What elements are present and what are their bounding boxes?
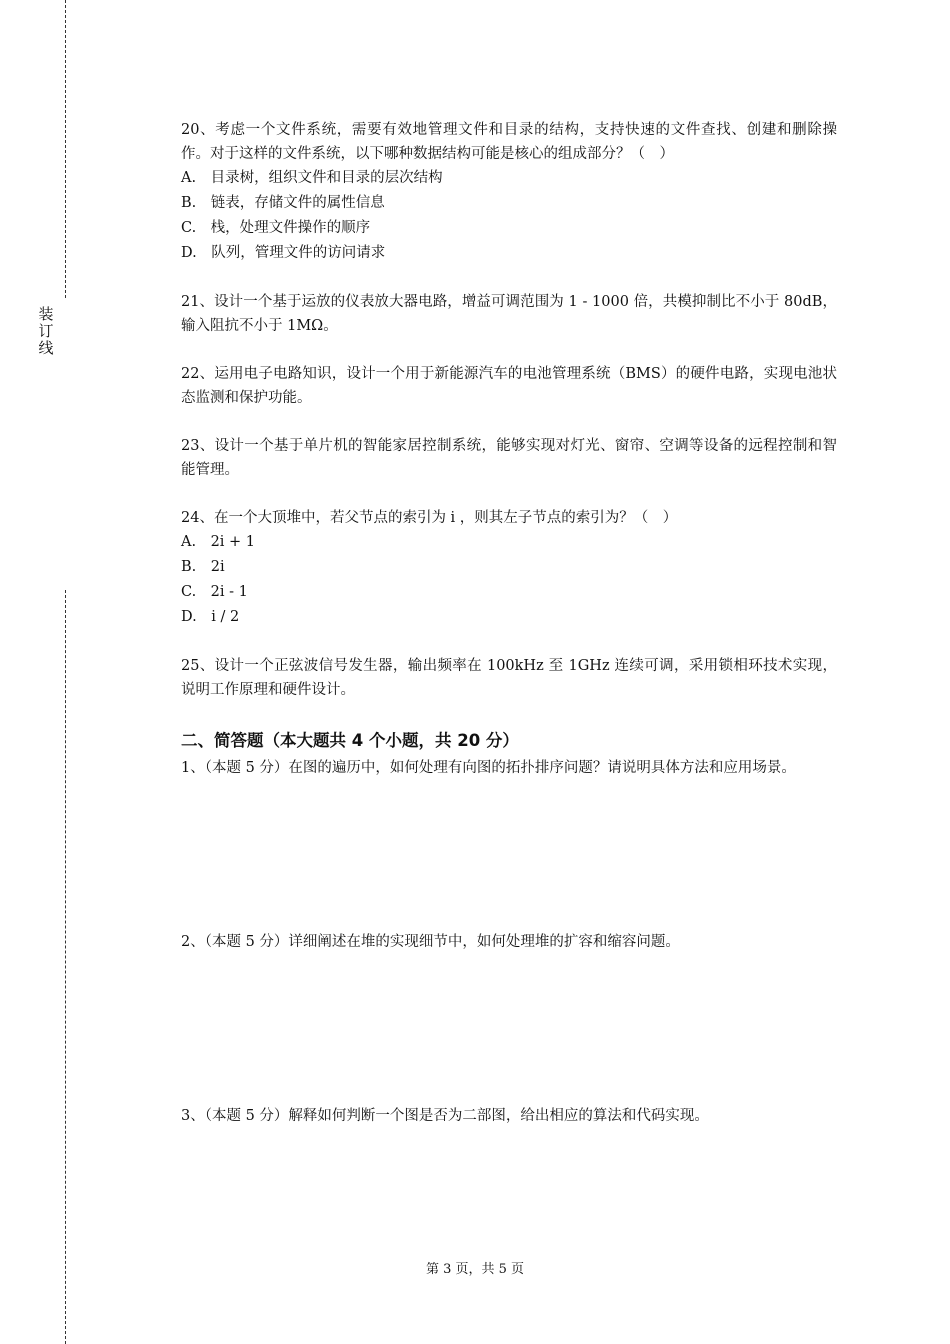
- short-answer-2: [181, 930, 837, 954]
- short-answer-text: 3、（本题 5 分）解释如何判断一个图是否为二部图，给出相应的算法和代码实现。: [181, 1108, 709, 1124]
- question-text: 20、考虑一个文件系统，需要有效地管理文件和目录的结构，支持快速的文件查找、创建和删除操作。对于这样的文件系统，以下哪种数据结构可能是核心的组成部分？（ ）: [181, 122, 837, 162]
- answer-space: [181, 780, 837, 930]
- question-text: 23、设计一个基于单片机的智能家居控制系统，能够实现对灯光、窗帘、空调等设备的远程控制和智能管理。: [181, 438, 837, 478]
- option-a: A. 目录树，组织文件和目录的层次结构: [181, 170, 443, 186]
- option-b: B. 2i: [181, 559, 225, 575]
- option-a: A. 2i + 1: [181, 534, 256, 550]
- binding-char: 装: [38, 305, 54, 323]
- question-25: [181, 654, 837, 702]
- short-answer-1: [181, 756, 837, 780]
- question-24: [181, 506, 837, 630]
- option-b: B. 链表，存储文件的属性信息: [181, 195, 385, 211]
- short-answer-3: [181, 1104, 837, 1128]
- binding-line-bottom: [65, 590, 66, 1344]
- binding-label: [38, 306, 54, 357]
- question-text: 24、在一个大顶堆中，若父节点的索引为 i ，则其左子节点的索引为？（ ）: [181, 510, 678, 526]
- option-d: D. 队列，管理文件的访问请求: [181, 245, 386, 261]
- option-c: C. 栈，处理文件操作的顺序: [181, 220, 371, 236]
- answer-space: [181, 954, 837, 1104]
- question-21: [181, 290, 837, 338]
- binding-line-top: [65, 0, 66, 298]
- short-answer-text: 1、（本题 5 分）在图的遍历中，如何处理有向图的拓扑排序问题？请说明具体方法和应用场景。: [181, 760, 796, 776]
- question-22: [181, 362, 837, 410]
- option-c: C. 2i - 1: [181, 584, 248, 600]
- question-23: [181, 434, 837, 482]
- option-d: D. i / 2: [181, 609, 240, 625]
- exam-content: [181, 118, 837, 1128]
- question-text: 25、设计一个正弦波信号发生器，输出频率在 100kHz 至 1GHz 连续可调，采用锁相环技术实现，说明工作原理和硬件设计。: [181, 658, 837, 698]
- section-title: 二、简答题（本大题共 4 个小题，共 20 分）: [181, 731, 519, 750]
- page-footer: 第 3 页，共 5 页: [425, 1262, 525, 1277]
- question-text: 21、设计一个基于运放的仪表放大器电路，增益可调范围为 1 - 1000 倍，共模抑制比不小于 80dB，输入阻抗不小于 1MΩ。: [181, 294, 837, 334]
- short-answer-text: 2、（本题 5 分）详细阐述在堆的实现细节中，如何处理堆的扩容和缩容问题。: [181, 934, 680, 950]
- option-list: [181, 166, 837, 266]
- binding-char: 线: [38, 339, 54, 357]
- option-list: [181, 530, 837, 630]
- question-text: 22、运用电子电路知识，设计一个用于新能源汽车的电池管理系统（BMS）的硬件电路，实现电池状态监测和保护功能。: [181, 366, 837, 406]
- binding-char: 订: [38, 322, 54, 340]
- question-20: [181, 118, 837, 266]
